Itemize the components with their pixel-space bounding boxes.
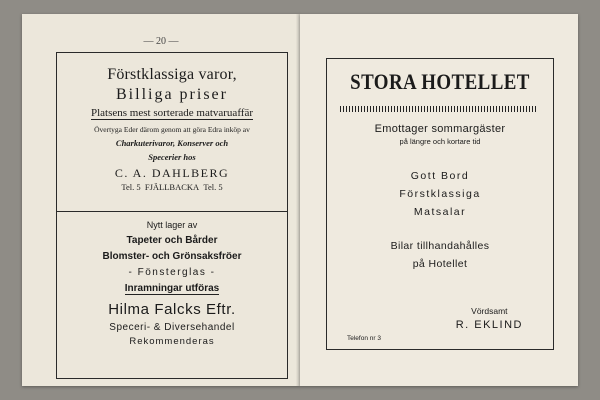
advertisement-frame bbox=[56, 52, 288, 379]
ad-headline-prices: Billiga priser bbox=[116, 86, 228, 103]
tel-right: Tel. 5 bbox=[203, 182, 223, 192]
ad-body-text: Övertyga Eder därom genom att göra Edra inköp av bbox=[94, 125, 250, 134]
hotel-telephone: Telefon nr 3 bbox=[347, 335, 381, 342]
right-page bbox=[300, 14, 578, 386]
ad2-framing: Inramningar utföras bbox=[124, 283, 220, 294]
ad2-intro: Nytt lager av bbox=[146, 220, 198, 230]
advertisement-divider bbox=[57, 211, 287, 212]
hotel-feature-3: Matsalar bbox=[413, 206, 467, 218]
hotel-signature bbox=[456, 305, 523, 333]
ad-tagline: Platsens mest sorterade matvaruaffär bbox=[91, 107, 253, 119]
hotel-advertisement-frame bbox=[326, 58, 554, 350]
merchant-place: FJÄLLBACKA bbox=[144, 182, 200, 192]
ad2-wallpaper: Tapeter och Bårder bbox=[126, 235, 218, 246]
ad2-shop-type: Speceri- & Diversehandel bbox=[109, 322, 235, 333]
merchant-contact bbox=[57, 181, 287, 193]
hotel-title: STORA HOTELLET bbox=[350, 69, 530, 94]
tel-left: Tel. 5 bbox=[121, 182, 141, 192]
ad-headline: Förstklassiga varor, bbox=[107, 66, 237, 83]
hotel-sub: på längre och kortare tid bbox=[399, 137, 481, 146]
ad2-merchant-name: Hilma Falcks Eftr. bbox=[108, 301, 236, 318]
page-number: — 20 — bbox=[143, 36, 179, 47]
decorative-rule bbox=[340, 106, 538, 112]
hotel-body bbox=[327, 123, 553, 273]
hotel-cars-1: Bilar tillhandahålles bbox=[390, 240, 490, 252]
ad2-glass: - Fönsterglas - bbox=[128, 267, 216, 278]
ad2-recommended: Rekommenderas bbox=[129, 336, 215, 347]
merchant-name: C. A. DAHLBERG bbox=[114, 166, 230, 180]
hotel-feature-1: Gott Bord bbox=[410, 170, 470, 182]
hotel-lead: Emottager sommargäster bbox=[374, 123, 506, 135]
dahlberg-advertisement bbox=[57, 65, 287, 193]
hotel-feature-2: Förstklassiga bbox=[399, 188, 481, 200]
left-page bbox=[22, 14, 300, 386]
signature-greeting: Vördsamt bbox=[471, 306, 508, 316]
falck-advertisement bbox=[57, 217, 287, 349]
signature-name: R. EKLIND bbox=[455, 319, 523, 331]
ad-goods-line-1: Charkuterivaror, Konserver och bbox=[115, 138, 229, 148]
ad2-seeds: Blomster- och Grönsaksfröer bbox=[102, 251, 242, 262]
hotel-cars-2: på Hotellet bbox=[412, 258, 468, 270]
ad-goods-line-2: Specerier hos bbox=[148, 152, 196, 162]
